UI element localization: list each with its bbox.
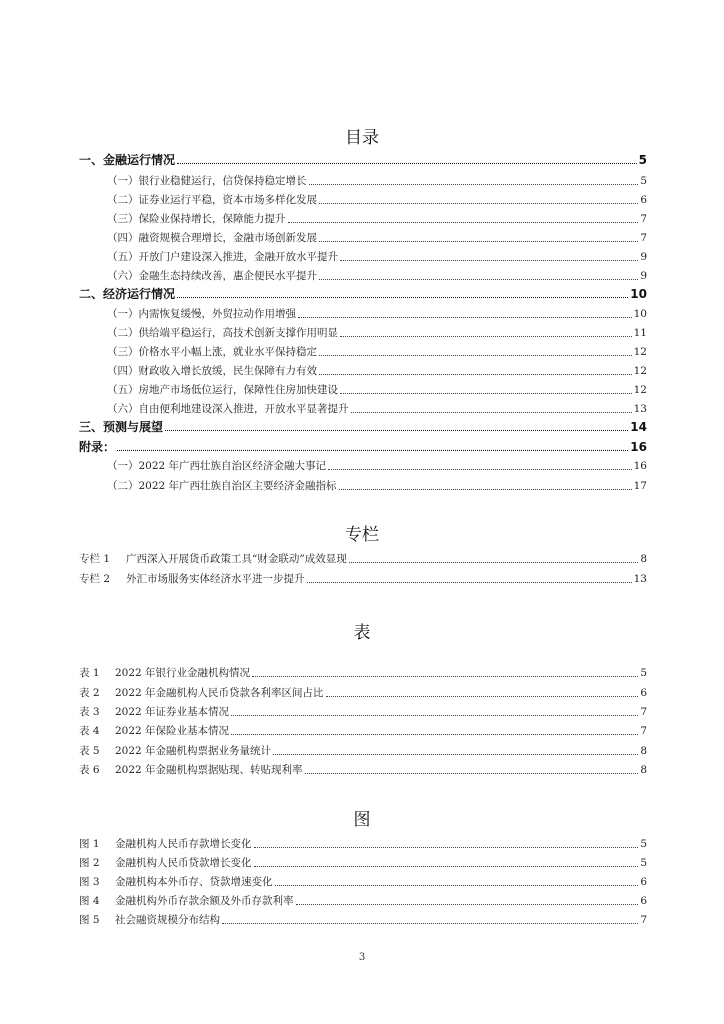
leader-dots: [222, 914, 638, 924]
toc-entry[interactable]: [79, 440, 647, 454]
leader-dots: [165, 421, 628, 431]
column-entry-title: [79, 552, 347, 566]
table-entry-page: 6: [640, 687, 647, 699]
leader-dots: [117, 441, 628, 451]
toc-entry[interactable]: [107, 307, 647, 321]
figure-entry[interactable]: [79, 875, 647, 889]
column-entry-label: 专栏 1: [79, 553, 111, 565]
table-entry-label: 表 3: [79, 706, 100, 718]
toc-entry-page: 7: [640, 232, 647, 244]
figure-entry-page: 5: [640, 857, 647, 869]
leader-dots: [351, 403, 632, 413]
leader-dots: [328, 460, 632, 470]
toc-entry[interactable]: [107, 402, 647, 416]
toc-entry[interactable]: [107, 345, 647, 359]
table-entry-text: 2022 年银行业金融机构情况: [115, 667, 251, 679]
toc-entry[interactable]: [107, 231, 647, 245]
toc-entry-page: 13: [633, 403, 647, 415]
leader-dots: [339, 480, 632, 490]
toc-entry-page: 10: [630, 287, 647, 301]
toc-entry[interactable]: [107, 479, 647, 493]
figure-entry-page: 5: [640, 838, 647, 850]
figure-entry-page: 6: [640, 895, 647, 907]
toc-entry[interactable]: [107, 212, 647, 226]
table-entry-page: 8: [640, 764, 647, 776]
figure-entry-label: 图 2: [79, 857, 100, 869]
table-entry-label: 表 5: [79, 745, 100, 757]
leader-dots: [319, 194, 638, 204]
toc-entry-title: （三）保险业保持增长，保障能力提升: [107, 213, 286, 225]
leader-dots: [254, 838, 639, 848]
toc-entry-title: 三、预测与展望: [79, 420, 164, 434]
figure-entry-label: 图 4: [79, 895, 100, 907]
figure-entry-title: [79, 837, 252, 851]
figure-entry[interactable]: [79, 913, 647, 927]
column-entry-page: 8: [640, 553, 647, 565]
figure-entry-label: 图 1: [79, 838, 100, 850]
leader-dots: [309, 175, 639, 185]
toc-entry[interactable]: [107, 326, 647, 340]
toc-entry[interactable]: [107, 174, 647, 188]
column-entry-label: 专栏 2: [79, 573, 111, 585]
leader-dots: [298, 308, 632, 318]
toc-entry-title: （四）融资规模合理增长，金融市场创新发展: [107, 232, 317, 244]
leader-dots: [349, 553, 639, 563]
toc-entry[interactable]: [107, 269, 647, 283]
toc-entry-page: 12: [633, 365, 647, 377]
table-entry-title: [79, 686, 324, 700]
toc-entry-page: 10: [633, 308, 647, 320]
leader-dots: [252, 667, 638, 677]
leader-dots: [305, 764, 639, 774]
toc-entry-page: 9: [640, 270, 647, 282]
table-entry-title: [79, 666, 250, 680]
toc-entry-title: 附录：: [79, 440, 116, 454]
table-entry-title: [79, 763, 303, 777]
leader-dots: [275, 876, 639, 886]
toc-entry[interactable]: [107, 250, 647, 264]
figure-entry-title: [79, 894, 294, 908]
leader-dots: [231, 706, 638, 716]
leader-dots: [177, 288, 628, 298]
toc-entry-title: （二）供给端平稳运行，高技术创新支撑作用明显: [107, 327, 338, 339]
leader-dots: [296, 895, 639, 905]
toc-heading: 目录: [345, 128, 379, 148]
leader-dots: [254, 857, 639, 867]
figure-entry-text: 金融机构人民币贷款增长变化: [115, 857, 252, 869]
table-entry-text: 2022 年保险业基本情况: [115, 725, 230, 737]
page-number: 3: [358, 952, 366, 963]
column-entry[interactable]: [79, 552, 647, 566]
tables-heading: 表: [353, 623, 371, 643]
table-entry-title: [79, 744, 271, 758]
figure-entry-page: 7: [640, 914, 647, 926]
table-entry-text: 2022 年金融机构票据贴现、转贴现利率: [115, 764, 303, 776]
figure-entry-label: 图 5: [79, 914, 100, 926]
toc-entry-title: （三）价格水平小幅上涨，就业水平保持稳定: [107, 346, 317, 358]
toc-entry-page: 17: [633, 480, 647, 492]
figure-entry-text: 社会融资规模分布结构: [115, 914, 220, 926]
table-entry-label: 表 6: [79, 764, 100, 776]
figure-entry-title: [79, 856, 252, 870]
toc-entry[interactable]: [107, 459, 647, 473]
column-entry-page: 13: [633, 573, 647, 585]
table-entry-page: 8: [640, 745, 647, 757]
table-entry-text: 2022 年证券业基本情况: [115, 706, 230, 718]
table-entry-text: 2022 年金融机构票据业务量统计: [115, 745, 272, 757]
toc-entry[interactable]: [79, 153, 647, 167]
toc-entry[interactable]: [107, 193, 647, 207]
figure-entry-text: 金融机构人民币存款增长变化: [115, 838, 252, 850]
figures-heading: 图: [353, 810, 371, 830]
toc-entry-title: （六）金融生态持续改善，惠企便民水平提升: [107, 270, 317, 282]
leader-dots: [231, 725, 638, 735]
toc-entry-title: （一）2022 年广西壮族自治区经济金融大事记: [107, 460, 327, 472]
table-entry-page: 7: [640, 725, 647, 737]
toc-entry[interactable]: [107, 364, 647, 378]
toc-entry-page: 16: [630, 440, 647, 454]
table-entry-label: 表 2: [79, 687, 100, 699]
table-entry[interactable]: [79, 744, 647, 758]
toc-entry-title: （四）财政收入增长放缓，民生保障有力有效: [107, 365, 317, 377]
toc-entry-title: （二）证券业运行平稳，资本市场多样化发展: [107, 194, 317, 206]
toc-entry-title: （二）2022 年广西壮族自治区主要经济金融指标: [107, 480, 337, 492]
toc-entry-page: 9: [640, 251, 647, 263]
toc-entry-title: （五）房地产市场低位运行，保障性住房加快建设: [107, 384, 338, 396]
toc-entry-page: 12: [633, 346, 647, 358]
column-entry-text: 广西深入开展货币政策工具“财金联动”成效显现: [126, 553, 347, 565]
column-entry-text: 外汇市场服务实体经济水平进一步提升: [126, 573, 305, 585]
toc-entry-title: 一、金融运行情况: [79, 153, 176, 167]
table-entry-label: 表 1: [79, 667, 100, 679]
table-entry[interactable]: [79, 763, 647, 777]
leader-dots: [340, 327, 632, 337]
toc-entry-title: （一）银行业稳健运行，信贷保持稳定增长: [107, 175, 307, 187]
column-entry-title: [79, 572, 305, 586]
leader-dots: [340, 251, 638, 261]
table-entry-title: [79, 724, 229, 738]
leader-dots: [319, 365, 632, 375]
table-entry[interactable]: [79, 686, 647, 700]
table-entry[interactable]: [79, 666, 647, 680]
toc-entry[interactable]: [107, 383, 647, 397]
columns-heading: 专栏: [345, 525, 379, 545]
table-entry-label: 表 4: [79, 725, 100, 737]
leader-dots: [319, 270, 638, 280]
figure-entry[interactable]: [79, 894, 647, 908]
toc-entry-page: 5: [638, 153, 647, 167]
column-entry[interactable]: [79, 572, 647, 586]
figure-entry-page: 6: [640, 876, 647, 888]
table-entry-page: 7: [640, 706, 647, 718]
table-entry-title: [79, 705, 229, 719]
figure-entry-title: [79, 875, 273, 889]
leader-dots: [319, 232, 638, 242]
table-entry[interactable]: [79, 724, 647, 738]
leader-dots: [288, 213, 639, 223]
toc-entry-page: 16: [633, 460, 647, 472]
toc-entry-title: （一）内需恢复缓慢，外贸拉动作用增强: [107, 308, 296, 320]
toc-entry-title: 二、经济运行情况: [79, 287, 176, 301]
leader-dots: [177, 154, 637, 164]
toc-entry-title: （六）自由便利地建设深入推进，开放水平显著提升: [107, 403, 349, 415]
table-entry[interactable]: [79, 705, 647, 719]
leader-dots: [319, 346, 632, 356]
toc-entry-page: 11: [633, 327, 647, 339]
figure-entry-title: [79, 913, 220, 927]
figure-entry[interactable]: [79, 856, 647, 870]
toc-entry-page: 12: [633, 384, 647, 396]
figure-entry-label: 图 3: [79, 876, 100, 888]
leader-dots: [273, 745, 638, 755]
toc-entry[interactable]: [79, 287, 647, 301]
toc-entry-title: （五）开放门户建设深入推进，金融开放水平提升: [107, 251, 338, 263]
toc-entry-page: 5: [640, 175, 647, 187]
figure-entry-text: 金融机构外币存款余额及外币存款利率: [115, 895, 294, 907]
toc-entry[interactable]: [79, 420, 647, 434]
leader-dots: [326, 687, 639, 697]
leader-dots: [340, 384, 632, 394]
table-entry-page: 5: [640, 667, 647, 679]
table-entry-text: 2022 年金融机构人民币贷款各利率区间占比: [115, 687, 324, 699]
figure-entry[interactable]: [79, 837, 647, 851]
leader-dots: [307, 573, 632, 583]
toc-entry-page: 6: [640, 194, 647, 206]
figure-entry-text: 金融机构本外币存、贷款增速变化: [115, 876, 273, 888]
toc-entry-page: 7: [640, 213, 647, 225]
toc-entry-page: 14: [630, 420, 647, 434]
